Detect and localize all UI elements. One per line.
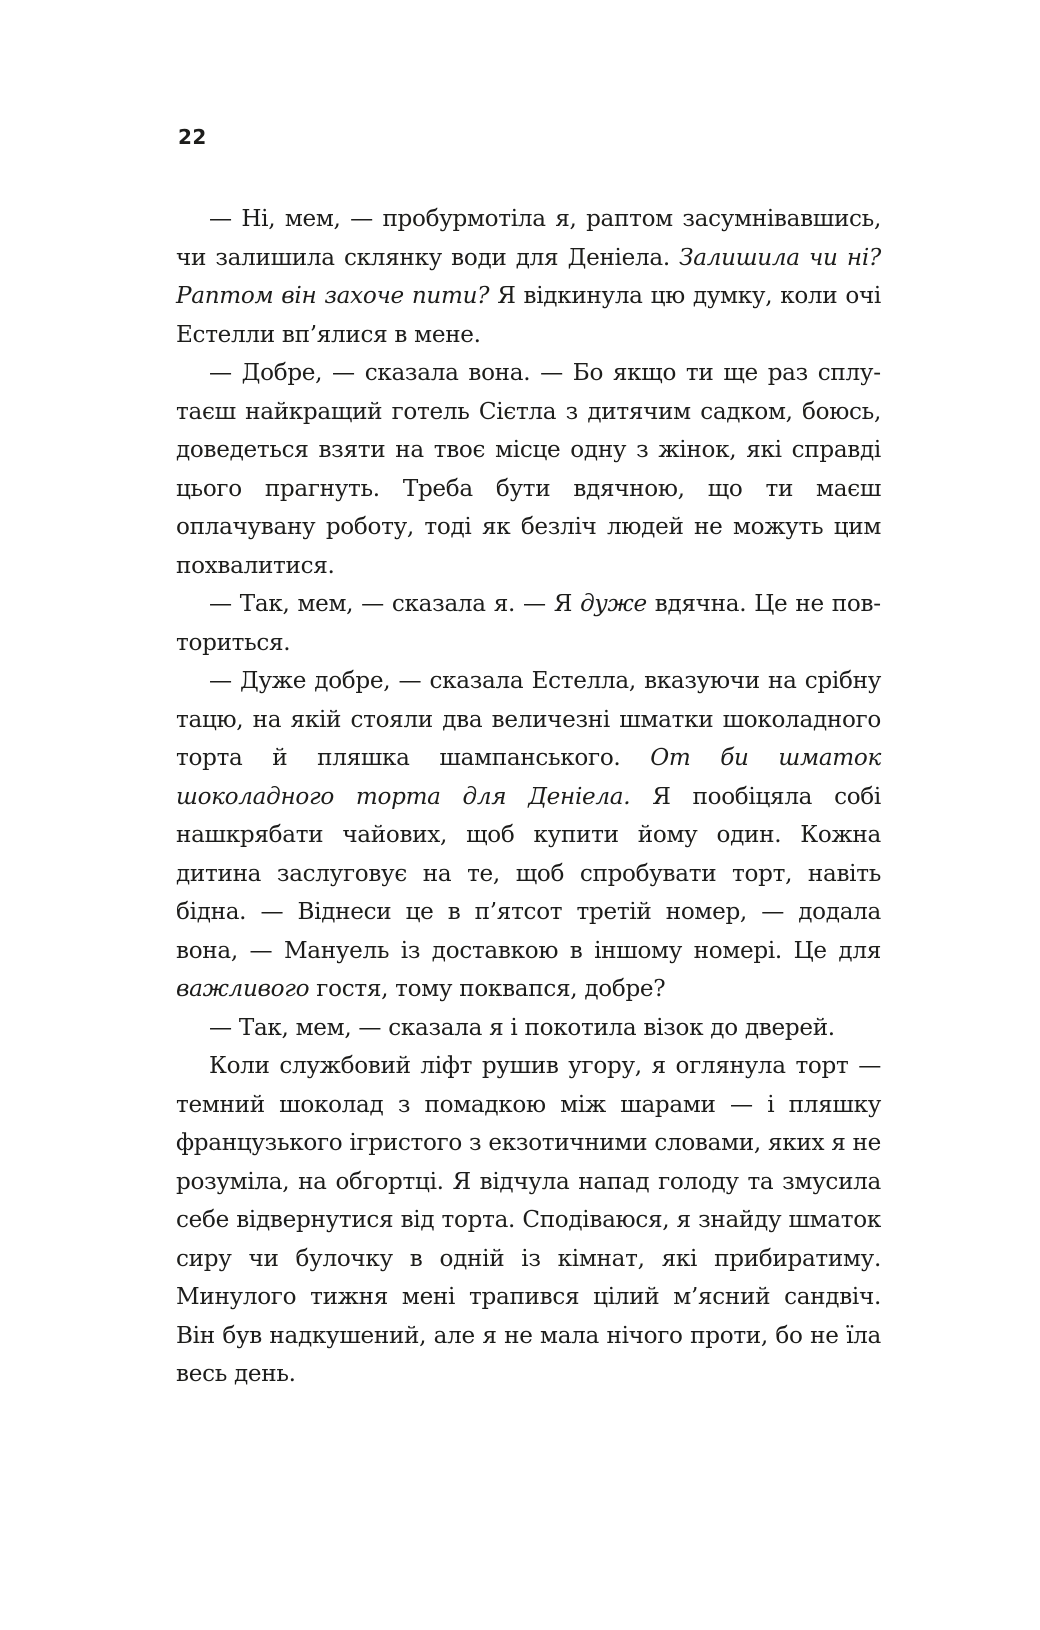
- paragraph-5: [176, 1009, 881, 1048]
- paragraph-1-run-3: Я відкинула цю думку, коли очі Естелли вп’ялися в мене.: [176, 283, 882, 348]
- paragraph-3-run-3: вдячна. Це не повториться.: [176, 591, 882, 656]
- paragraph-4-run-1: — Дуже добре, — сказала Естелла, вказуючи на срібну тацю, на якій стояли два величезні шматки шоколадного торта й пляшка шампанського.: [176, 668, 881, 771]
- paragraph-4: [176, 662, 881, 1009]
- paragraph-3-run-1: — Так, мем, — сказала я. — Я: [209, 591, 581, 617]
- page-number: 22: [178, 125, 207, 149]
- paragraph-3: [176, 585, 881, 662]
- paragraph-4-run-3: Я пообіцяла собі нашкрябати чайових, щоб купити йому один. Кожна дитина заслуговує на те, щоб спробувати торт, навіть бідна. — Віднеси це в п’ятсот третій номер, — додала вона, — Мануель із доставкою в іншому номері. Це для: [176, 783, 881, 964]
- paragraph-4-italic-thought: От би шматок шоколадного торта для Деніела.: [176, 745, 881, 810]
- paragraph-4-italic-emphasis: важливого: [176, 976, 310, 1002]
- paragraph-5-run-1: — Так, мем, — сказала я і покотила візок до дверей.: [209, 1014, 835, 1041]
- paragraph-2: [176, 354, 881, 585]
- paragraph-6-run-1: Коли службовий ліфт рушив угору, я оглянула торт — темний шоколад з помадкою між шарами — і пляшку французького ігристого з екзотичними словами, яких я не розуміла, на обгортці. Я відчула напад голоду та змусила себе відвернутися від торта. Сподіваюся, я знайду шматок сиру чи булочку в одній із кімнат, які прибиратиму. Минулого тижня мені трапився цілий м’ясний сандвіч. Він був надкушений, але я не мала нічого проти, бо не їла весь день.: [176, 1053, 881, 1387]
- paragraph-1: [176, 200, 881, 354]
- body-text: [176, 200, 881, 1394]
- paragraph-1-run-1: — Ні, мем, — пробурмотіла я, раптом засумнівавшись, чи залишила склянку води для Деніела.: [176, 206, 881, 271]
- paragraph-4-run-5: гостя, тому поквапся, добре?: [309, 976, 666, 1002]
- paragraph-6: [176, 1047, 881, 1394]
- paragraph-2-run-1: — Добре, — сказала вона. — Бо якщо ти ще раз сплутаєш найкращий готель Сієтла з дитячим садком, боюсь, доведеться взяти на твоє місце одну з жінок, які справді цього прагнуть. Треба бути вдячною, що ти маєш оплачувану роботу, тоді як безліч людей не можуть цим похвалитися.: [176, 360, 881, 579]
- paragraph-3-italic-emphasis: дуже: [580, 591, 647, 617]
- paragraph-1-italic-thought: Залишила чи ні? Раптом він захоче пити?: [176, 244, 881, 309]
